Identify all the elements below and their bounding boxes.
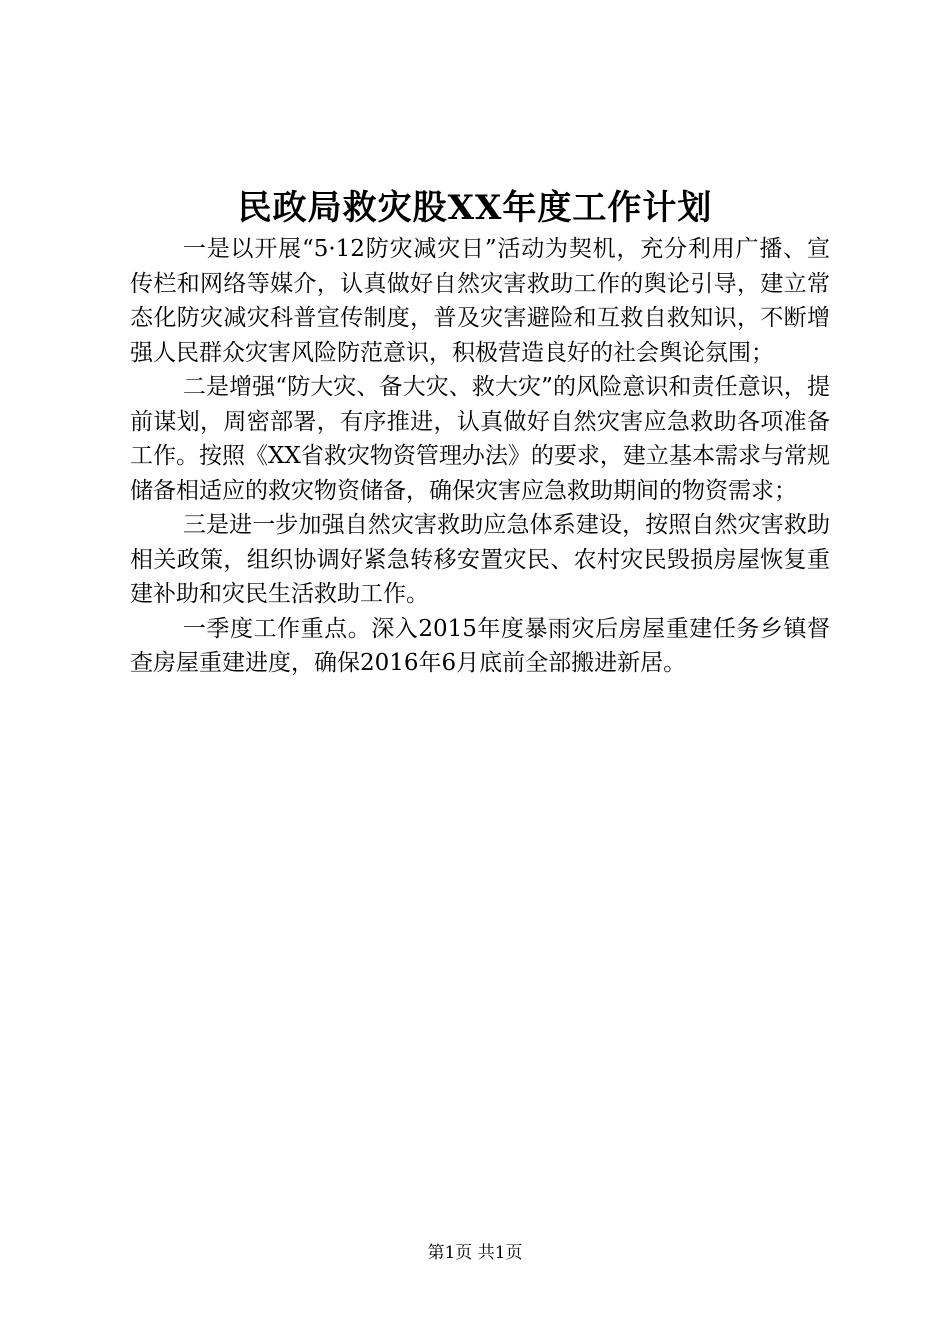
page-footer: 第1页 共1页 xyxy=(427,1243,523,1263)
document-title: 民政局救灾股XX年度工作计划 xyxy=(237,188,713,228)
paragraph-3: 三是进一步加强自然灾害救助应急体系建设，按照自然灾害救助相关政策，组织协调好紧急转移安置灾民、农村灾民毁损房屋恢复重建补助和灾民生活救助工作。 xyxy=(130,512,830,607)
paragraph-2: 二是增强“防大灾、备大灾、救大灾”的风险意识和责任意识，提前谋划，周密部署，有序推进，认真做好自然灾害应急救助各项准备工作。按照《XX省救灾物资管理办法》的要求，建立基本需求与常规储备相适应的救灾物资储备，确保灾害应急救助期间的物资需求； xyxy=(130,374,830,504)
document-body xyxy=(130,232,830,681)
paragraph-1: 一是以开展“5·12防灾减灾日”活动为契机，充分利用广播、宣传栏和网络等媒介，认真做好自然灾害救助工作的舆论引导，建立常态化防灾减灾科普宣传制度，普及灾害避险和互救自救知识，不断增强人民群众灾害风险防范意识，积极营造良好的社会舆论氛围； xyxy=(130,236,830,366)
paragraph-4: 一季度工作重点。深入2015年度暴雨灾后房屋重建任务乡镇督查房屋重建进度，确保2016年6月底前全部搬进新居。 xyxy=(130,615,830,676)
